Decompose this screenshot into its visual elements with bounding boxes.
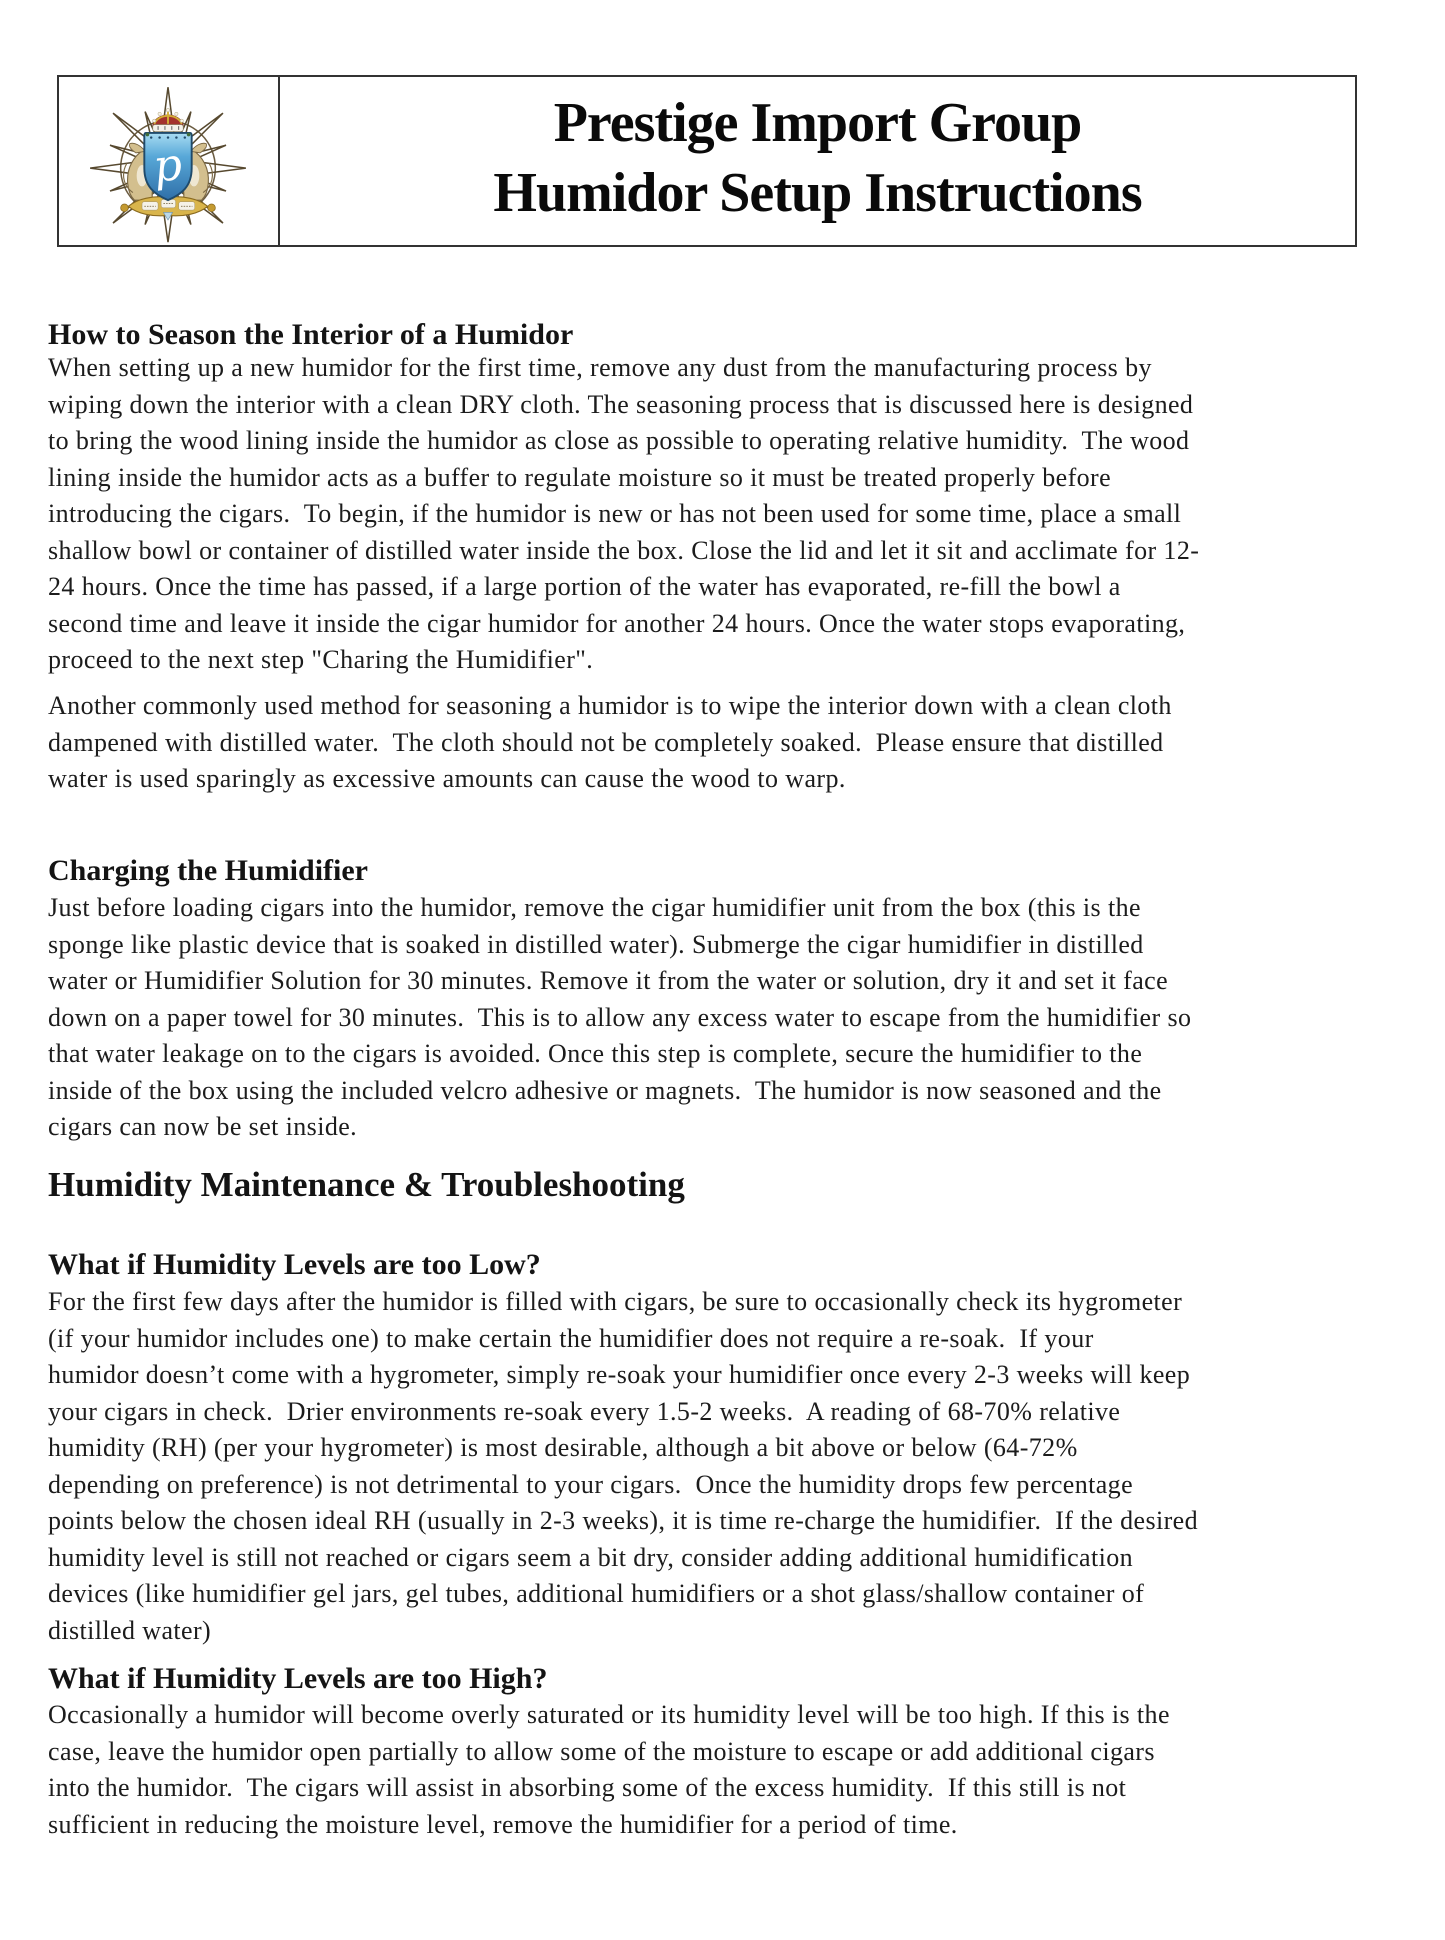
logo-cell [59,77,280,245]
text-line: sufficient in reducing the moisture level, remove the humidifier for a period of time. [48,1809,958,1839]
text-line: Another commonly used method for seasoning a humidor is to wipe the interior down with a clean cloth [48,691,1172,720]
text-line: humidity (RH) (per your hygrometer) is most desirable, although a bit above or below (64-72% [48,1433,1078,1462]
text-line: dampened with distilled water. The cloth should not be completely soaked. Please ensure that distilled [48,727,1164,757]
text-line: your cigars in check. Drier environments re-soak every 1.5-2 weeks. A reading of 68-70% relative [48,1396,1121,1426]
monogram-p: p [150,138,185,193]
text-line: down on a paper towel for 30 minutes. This is to allow any excess water to escape from the humidifier so [48,1002,1192,1032]
section-heading-too-high: What if Humidity Levels are too High? [48,1662,548,1695]
text-line: water or Humidifier Solution for 30 minutes. Remove it from the water or solution, dry it and set it face [48,966,1169,995]
text-line: For the first few days after the humidor is filled with cigars, be sure to occasionally check its hygrometer [48,1287,1183,1316]
shield-icon [144,133,191,201]
document-title-line2: Humidor Setup Instructions [493,162,1142,224]
text-line: proceed to the next step "Charing the Humidifier". [48,645,594,674]
text-line: Occasionally a humidor will become overly saturated or its humidity level will be too high. If this is the [48,1700,1170,1729]
text-line: Just before loading cigars into the humidor, remove the cigar humidifier unit from the box (this is the [48,893,1141,922]
text-line: wiping down the interior with a clean DRY cloth. The seasoning process that is discussed here is designed [48,389,1194,419]
paragraph-season-2 [48,688,1408,798]
text-line: points below the chosen ideal RH (usually in 2-3 weeks), it is time re-charge the humidifier. If the desired [48,1506,1198,1535]
section-heading-maintenance: Humidity Maintenance & Troubleshooting [48,1165,685,1204]
text-line: humidor doesn’t come with a hygrometer, simply re-soak your humidifier once every 2-3 weeks will keep [48,1360,1191,1389]
text-line: introducing the cigars. To begin, if the humidor is new or has not been used for some time, place a small [48,499,1182,528]
text-line: to bring the wood lining inside the humidor as close as possible to operating relative humidity. The wood [48,426,1190,455]
text-line: second time and leave it inside the cigar humidor for another 24 hours. Once the water stops evaporating, [48,608,1186,638]
prestige-crest-logo [84,78,252,246]
text-line: lining inside the humidor acts as a buffer to regulate moisture so it must be treated properly before [48,462,1112,492]
text-line: water is used sparingly as excessive amounts can cause the wood to warp. [48,764,846,793]
text-line: 24 hours. Once the time has passed, if a large portion of the water has evaporated, re-fill the bowl a [48,572,1121,601]
text-line: humidity level is still not reached or cigars seem a bit dry, consider adding additional humidification [48,1542,1134,1572]
section-heading-too-low: What if Humidity Levels are too Low? [48,1248,541,1281]
paragraph-too-low-1 [48,1284,1408,1649]
text-line: inside of the box using the included velcro adhesive or magnets. The humidor is now seasoned and the [48,1075,1162,1105]
paragraph-season-1 [48,350,1408,679]
text-line: shallow bowl or container of distilled water inside the box. Close the lid and let it sit and acclimate for 12- [48,535,1200,565]
document-title-line1: Prestige Import Group [553,92,1082,154]
section-heading-season: How to Season the Interior of a Humidor [48,318,574,351]
text-line: When setting up a new humidor for the first time, remove any dust from the manufacturing process by [48,353,1152,382]
title-cell [280,77,1355,245]
paragraph-too-high-1 [48,1697,1408,1843]
text-line: cigars can now be set inside. [48,1112,358,1141]
text-line: sponge like plastic device that is soaked in distilled water). Submerge the cigar humidifier in distilled [48,929,1144,959]
text-line: depending on preference) is not detrimental to your cigars. Once the humidity drops few percentage [48,1469,1134,1499]
document-header [57,75,1357,247]
text-line: that water leakage on to the cigars is avoided. Once this step is complete, secure the humidifier to the [48,1039,1143,1068]
section-heading-charging: Charging the Humidifier [48,854,368,887]
text-line: into the humidor. The cigars will assist in absorbing some of the excess humidity. If this still is not [48,1773,1127,1802]
text-line: distilled water) [48,1615,212,1645]
text-line: case, leave the humidor open partially to allow some of the moisture to escape or add additional cigars [48,1736,1155,1766]
text-line: (if your humidor includes one) to make certain the humidifier does not require a re-soak. If your [48,1323,1094,1353]
crown-icon [153,108,184,131]
text-line: devices (like humidifier gel jars, gel tubes, additional humidifiers or a shot glass/shallow container of [48,1579,1145,1608]
paragraph-charging-1 [48,890,1408,1146]
